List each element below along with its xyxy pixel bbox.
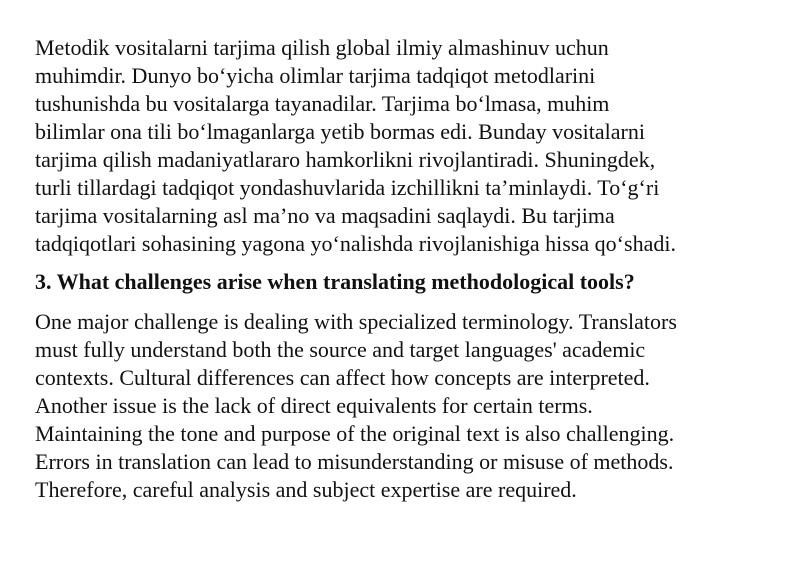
text-line: tarjima qilish madaniyatlararo hamkorlikni rivojlantiradi. Shuningdek, (35, 147, 656, 172)
text-line: Maintaining the tone and purpose of the original text is also challenging. (35, 421, 675, 446)
text-line: muhimdir. Dunyo bo‘yicha olimlar tarjima tadqiqot metodlarini (35, 63, 596, 88)
text-line: One major challenge is dealing with specialized terminology. Translators (35, 309, 677, 334)
text-line: turli tillardagi tadqiqot yondashuvlarida izchillikni ta’minlaydi. To‘g‘ri (35, 175, 660, 200)
text-line: tadqiqotlari sohasining yagona yo‘nalishda rivojlanishiga hissa qo‘shadi. (35, 231, 676, 256)
text-line: Metodik vositalarni tarjima qilish global ilmiy almashinuv uchun (35, 35, 609, 60)
text-line: bilimlar ona tili bo‘lmaganlarga yetib bormas edi. Bunday vositalarni (35, 119, 645, 144)
document-page (35, 34, 775, 504)
text-line: must fully understand both the source and target languages' academic (35, 337, 646, 362)
paragraph-uzbek (35, 34, 775, 258)
text-line: tarjima vositalarning asl ma’no va maqsadini saqlaydi. Bu tarjima (35, 203, 615, 228)
text-line: Errors in translation can lead to misunderstanding or misuse of methods. (35, 449, 674, 474)
text-line: Another issue is the lack of direct equivalents for certain terms. (35, 393, 593, 418)
text-line: contexts. Cultural differences can affect how concepts are interpreted. (35, 365, 650, 390)
paragraph-english (35, 308, 775, 504)
text-line: tushunishda bu vositalarga tayanadilar. Tarjima bo‘lmasa, muhim (35, 91, 610, 116)
section-heading: 3. What challenges arise when translating methodological tools? (35, 269, 635, 294)
text-line: Therefore, careful analysis and subject expertise are required. (35, 477, 577, 502)
